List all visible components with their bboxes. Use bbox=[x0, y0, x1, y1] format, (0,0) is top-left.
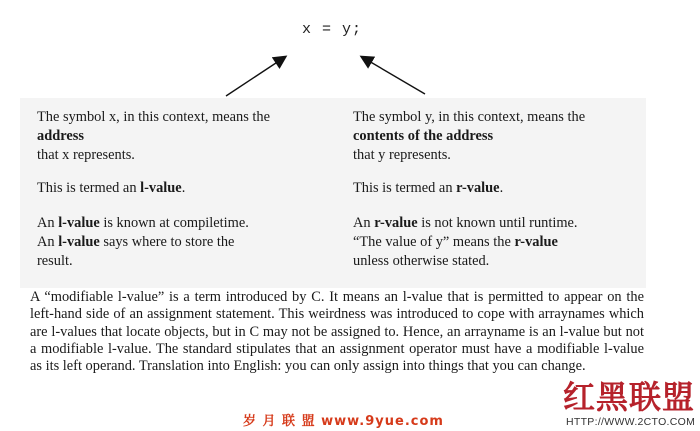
arrow-to-x bbox=[226, 57, 285, 96]
r-value-column bbox=[353, 108, 653, 285]
l-value-notes: An l-value is known at compiletime. An l-value says where to store the result. bbox=[37, 215, 249, 269]
site-credit: 岁 月 联 盟 www.9yue.com bbox=[243, 414, 444, 429]
l-value-meaning: The symbol x, in this context, means the address that x represents. bbox=[37, 109, 271, 163]
watermark-url: HTTP://WWW.2CTO.COM bbox=[566, 416, 696, 428]
l-value-term: This is termed an l-value. bbox=[37, 180, 186, 196]
r-value-notes: An r-value is not known until runtime. “The value of y” means the r-value unless otherwise stated. bbox=[353, 215, 578, 269]
modifiable-l-value-paragraph: A “modifiable l-value” is a term introduced by C. It means an l-value that is permitted to appear on the left-hand side of an assignment statement. This weirdness was introduced to cope with arraynames which are l-values that locate objects, but in C may not be assigned to. Hence, an arrayname is an l-value but not a modifiable l-value. The standard stipulates that an assignment operator must have a modifiable l-value as its left operand. Translation into English: you can only assign into things that you can change. bbox=[30, 289, 644, 375]
watermark-logo: 红黑联盟 bbox=[563, 378, 696, 416]
arrow-to-y bbox=[362, 57, 425, 94]
r-value-meaning: The symbol y, in this context, means the contents of the address that y represents. bbox=[353, 109, 586, 163]
l-value-column bbox=[37, 108, 337, 285]
arrows-diagram bbox=[0, 0, 700, 110]
r-value-term: This is termed an r-value. bbox=[353, 180, 504, 196]
code-statement: x = y; bbox=[302, 21, 363, 38]
